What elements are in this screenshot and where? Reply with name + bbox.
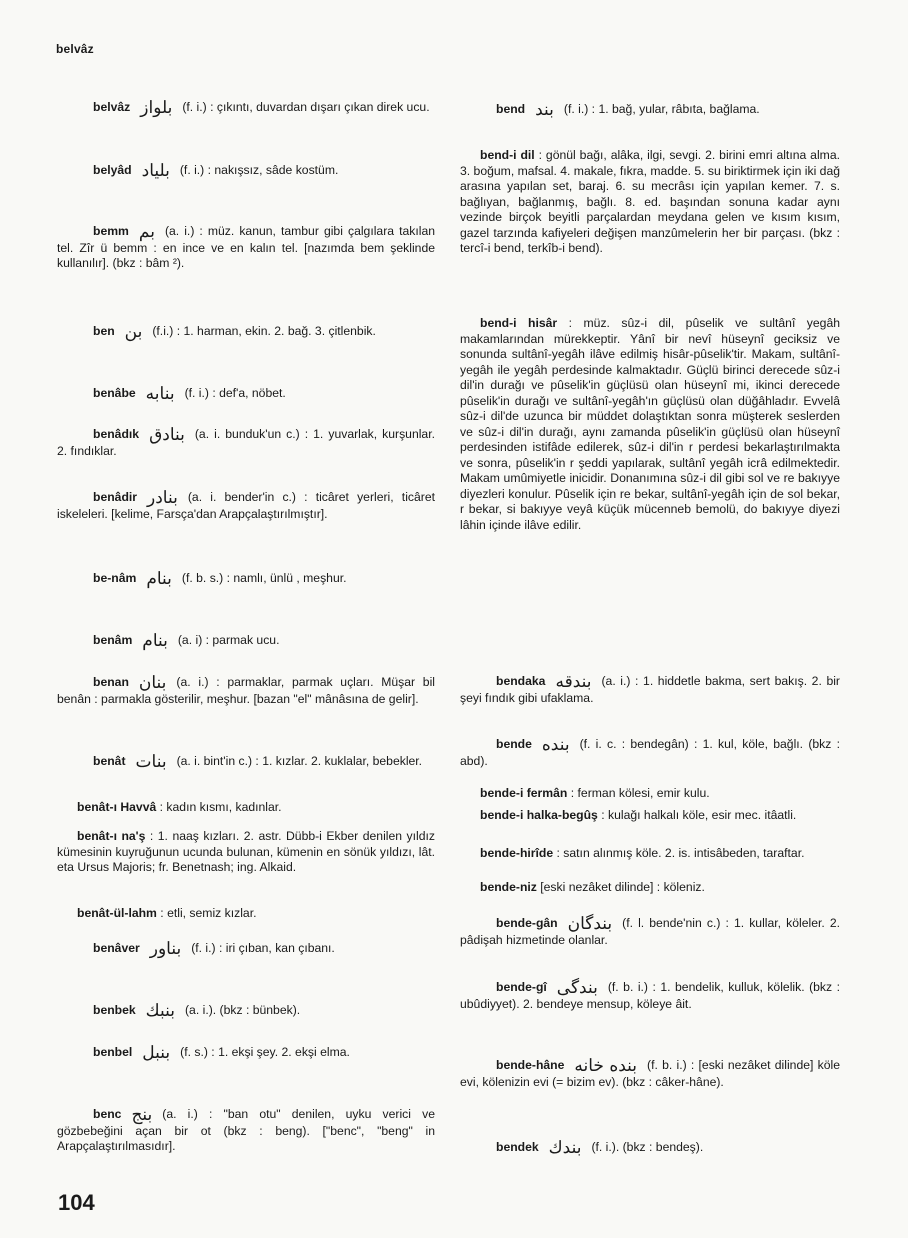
sub-headword: benât-ı Havvâ xyxy=(77,800,157,814)
dictionary-entry xyxy=(57,324,435,341)
definition-text: : kulağı halkalı köle, esir mec. itâatli. xyxy=(601,808,797,822)
dictionary-entry xyxy=(57,490,435,522)
arabic-script: بنام xyxy=(142,631,168,651)
dictionary-entry xyxy=(460,846,840,862)
dictionary-entry xyxy=(460,148,840,257)
headword: benan xyxy=(93,675,129,689)
dictionary-entry xyxy=(57,386,435,403)
headword: benâdir xyxy=(93,490,138,504)
dictionary-entry xyxy=(57,571,435,588)
dictionary-entry xyxy=(57,675,435,707)
headword: benc xyxy=(93,1107,122,1121)
arabic-script: بنادق xyxy=(149,425,185,445)
dictionary-entry xyxy=(460,102,840,119)
dictionary-entry xyxy=(57,941,435,958)
definition-text: (f. b. s.) : namlı, ünlü , meşhur. xyxy=(181,571,347,585)
arabic-script: بلياد xyxy=(141,161,170,181)
arabic-script: بنان xyxy=(138,673,167,693)
dictionary-entry xyxy=(460,316,840,533)
definition-text: (a. i. bunduk'un c.) : 1. yuvarlak, kurşunlar. 2. fındıklar. xyxy=(57,427,435,458)
arabic-script: بلواز xyxy=(140,98,173,118)
dictionary-entry xyxy=(57,224,435,272)
dictionary-entry xyxy=(57,427,435,459)
headword: bemm xyxy=(93,224,129,238)
definition-text: : müz. sûz-i dil, pûselik ve sultânî yegâh makamlarından mürekkeptir. Yânî bir nevî hüseynî geciksiz ve sonunda sultânî-yegâh ilâve edilmiş hisâr-pûselik'tir. Makam, sultânî-yegâh ile yegâh perdesinde kalmaktadır. Güçlü birinci derecede sûz-i dil'in durağı ve pûselik'in güçlüsü olan hüseynî mi, ikinci derecede pûselik'in durağı ve sultânî-yegâh'ın güçlüsü olan düğâhladır. Evvelâ sûz-i dil'de uzunca bir müddet dolaştıktan sonra müşterek seslerden ve sûz-i dil'in durağı, aynı zamanda pûselik'in güçlüsü olan hüseynî perdesinden istifâde edilerek, sûz-i dil'in r perdesi bekarlaştırılmakta ve sonra, pûselik'in r şeddi yapılarak, sultânî yegâh icrâ edilmektedir. Makam umûmiyetle inicidir. Donanımına sûz-i dil gibi sol ve re bakıyye diyezleri konulur. Pûselik için re bekar, sultânî-yegâh için de sol bekar, r bekar, si bakıyye veyâ küçük mücenneb bemolü, do bakıyye diyezi lâhin içinde ilâve edilir. xyxy=(460,316,841,532)
definition-text: (f. i.) : 1. bağ, yular, râbıta, bağlama. xyxy=(563,102,760,116)
definition-text: (f. b. i.) : 1. bendelik, kulluk, kölelik. (bkz : ubûdiyyet). 2. bendeye mensup, köleye âit. xyxy=(460,980,840,1011)
dictionary-entry xyxy=(57,829,435,876)
definition-text: (a. i) : parmak ucu. xyxy=(177,633,280,647)
headword: bende-hâne xyxy=(496,1058,565,1072)
definition-text: (f. s.) : 1. ekşi şey. 2. ekşi elma. xyxy=(180,1045,350,1059)
headword: ben xyxy=(93,324,115,338)
dictionary-entry xyxy=(57,100,435,117)
sub-headword: bende-i fermân xyxy=(480,786,568,800)
definition-text: (a. i.) : müz. kanun, tambur gibi çalgılara takılan tel. Zîr ü bemm : en ince ve en kalın tel. [nazımda bem şeklinde kullanılır]. (bkz : bâm ²). xyxy=(57,224,435,270)
arabic-script: بنده خانه xyxy=(574,1056,638,1076)
dictionary-entry xyxy=(460,980,840,1012)
arabic-script: بندگى xyxy=(556,978,598,998)
definition-text: : kadın kısmı, kadınlar. xyxy=(159,800,282,814)
definition-text: (a. i.) : parmaklar, parmak uçları. Müşar bil benân : parmakla gösterilir, meşhur. [bazan "el" mânâsına de gelir]. xyxy=(57,675,435,706)
headword: benât xyxy=(93,754,126,768)
headword: benâm xyxy=(93,633,133,647)
headword: bende-gân xyxy=(496,916,558,930)
dictionary-entry xyxy=(460,880,840,896)
headword: bendek xyxy=(496,1140,539,1154)
dictionary-entry xyxy=(460,916,840,948)
arabic-script: بندقه xyxy=(555,672,592,692)
arabic-script: بندگان xyxy=(567,914,613,934)
definition-text: : satın alınmış köle. 2. is. intisâbeden, taraftar. xyxy=(556,846,805,860)
arabic-script: بنبل xyxy=(142,1043,171,1063)
definition-text: (f. i. c. : bendegân) : 1. kul, köle, bağlı. (bkz : abd). xyxy=(460,737,840,768)
definition-text: (f. i.) : çıkıntı, duvardan dışarı çıkan direk ucu. xyxy=(182,100,430,114)
definition-text: (a. i.) : 1. hiddetle bakma, sert bakış. 2. bir şeyi fındık gibi ufaklama. xyxy=(460,674,840,705)
sub-headword: bend-i dil xyxy=(480,148,535,162)
sub-headword: bende-niz xyxy=(480,880,537,894)
definition-text: (f. l. bende'nin c.) : 1. kullar, köleler. 2. pâdişah hizmetinde olanlar. xyxy=(460,916,840,947)
definition-text: (a. i.). (bkz : bünbek). xyxy=(185,1003,301,1017)
dictionary-entry xyxy=(460,808,840,824)
definition-text: (f. b. i.) : [eski nezâket dilinde] köle evi, kölenizin evi (= bizim ev). (bkz : câker-hâne). xyxy=(460,1058,840,1089)
sub-headword: bende-i halka-begûş xyxy=(480,808,598,822)
headword: benbek xyxy=(93,1003,136,1017)
definition-text: (a. i. bender'in c.) : ticâret yerleri, ticâret iskeleleri. [kelime, Farsça'dan Arapçalaştırılmıştır]. xyxy=(57,490,435,521)
definition-text: (a. i. bint'in c.) : 1. kızlar. 2. kuklalar, bebekler. xyxy=(176,754,423,768)
running-head: belvâz xyxy=(56,42,94,56)
arabic-script: بند xyxy=(535,100,554,120)
page-number: 104 xyxy=(58,1190,95,1215)
sub-headword: bend-i hisâr xyxy=(480,316,558,330)
dictionary-entry xyxy=(460,1058,840,1090)
headword: bende-gî xyxy=(496,980,547,994)
headword: benâdık xyxy=(93,427,140,441)
arabic-script: بم xyxy=(138,222,155,242)
definition-text: : etli, semiz kızlar. xyxy=(160,906,257,920)
dictionary-entry xyxy=(460,737,840,769)
dictionary-entry xyxy=(57,163,435,180)
sub-headword: benât-ül-lahm xyxy=(77,906,157,920)
arabic-script: بنده xyxy=(541,735,570,755)
dictionary-entry xyxy=(57,633,435,650)
headword: bendaka xyxy=(496,674,546,688)
headword: be-nâm xyxy=(93,571,137,585)
headword: benâver xyxy=(93,941,140,955)
arabic-script: بناور xyxy=(149,939,182,959)
dictionary-entry xyxy=(57,906,435,922)
dictionary-entry xyxy=(57,800,435,816)
arabic-script: بنج xyxy=(131,1105,153,1125)
headword: benâbe xyxy=(93,386,136,400)
definition-text: (f. i.) : nakışsız, sâde kostüm. xyxy=(179,163,339,177)
definition-text: (f.i.) : 1. harman, ekin. 2. bağ. 3. çitlenbik. xyxy=(152,324,376,338)
definition-text: : ferman kölesi, emir kulu. xyxy=(570,786,710,800)
headword: bende xyxy=(496,737,532,751)
definition-text: [eski nezâket dilinde] : köleniz. xyxy=(540,880,705,894)
definition-text: (a. i.) : "ban otu" denilen, uyku verici ve gözbebeğini açan bir ot (bkz : beng). ["benc", "beng" in Arapçalaştırılmasıdır]. xyxy=(57,1107,435,1153)
dictionary-entry xyxy=(57,754,435,771)
definition-text: : 1. naaş kızları. 2. astr. Dübb-i Ekber denilen yıldız kümesinin kuyruğunun ucunda bulunan, kümenin en sönük yıldızı, lât. eta Ursus Majoris; fr. Benetnash; ing. Alkaid. xyxy=(57,829,436,874)
dictionary-entry xyxy=(57,1045,435,1062)
arabic-script: بندك xyxy=(548,1138,582,1158)
sub-headword: benât-ı na'ş xyxy=(77,829,146,843)
arabic-script: بنات xyxy=(135,752,167,772)
arabic-script: بن xyxy=(124,322,143,342)
arabic-script: بنبك xyxy=(145,1001,175,1021)
dictionary-entry xyxy=(57,1107,435,1155)
headword: benbel xyxy=(93,1045,133,1059)
headword: bend xyxy=(496,102,526,116)
sub-headword: bende-hirîde xyxy=(480,846,554,860)
definition-text: : gönül bağı, alâka, ilgi, sevgi. 2. birini emri altına alma. 3. boğum, mafsal. 4. makale, fıkra, madde. 5. su biriktirmek için iki dağ arasına yapılan set, baraj. 6. su mecrâsı için yapılan kemer. 7. s. bağlıyan, bağlanmış, bağlı. 8. ed. başından sonuna kadar aynı vezinde birçok beyitli parçalardan meydana gelen ve kısım kısım, gazel tarzında kafiyeleri değişen manzûmelerin her bir parçası. (bkz : tercî-i bend, terkîb-i bend). xyxy=(460,148,840,255)
dictionary-entry xyxy=(460,786,840,802)
dictionary-entry xyxy=(460,674,840,706)
definition-text: (f. i.) : def'a, nöbet. xyxy=(184,386,286,400)
definition-text: (f. i.). (bkz : bendeş). xyxy=(591,1140,704,1154)
headword: belyâd xyxy=(93,163,132,177)
definition-text: (f. i.) : iri çıban, kan çıbanı. xyxy=(191,941,335,955)
arabic-script: بنادر xyxy=(147,488,178,508)
dictionary-entry xyxy=(57,1003,435,1020)
headword: belvâz xyxy=(93,100,131,114)
arabic-script: بنام xyxy=(146,569,172,589)
arabic-script: بنابه xyxy=(145,384,175,404)
dictionary-entry xyxy=(460,1140,840,1157)
